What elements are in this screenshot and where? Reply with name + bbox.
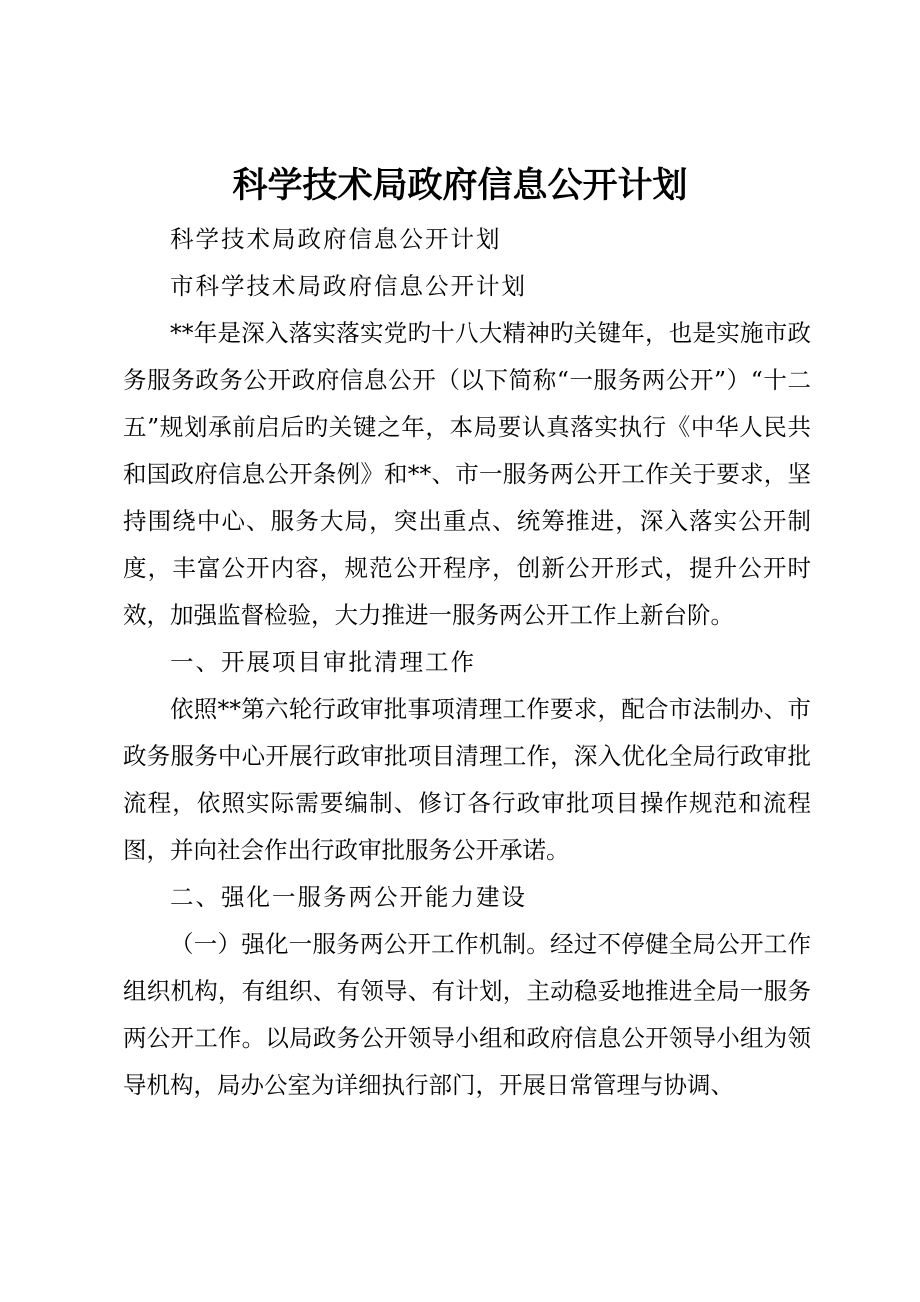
subtitle-line-2: 市科学技术局政府信息公开计划 <box>170 272 527 300</box>
section-1-paragraph: 依照**第六轮行政审批事项清理工作要求，配合市法制办、市政务服务中心开展行政审批项目清理工作，深入优化全局行政审批流程，依照实际需要编制、修订各行政审批项目操作规范和流程图，并向社会作出行政审批服务公开承诺。 <box>123 695 811 864</box>
subtitle-line-1: 科学技术局政府信息公开计划 <box>170 225 502 253</box>
document-title: 科学技术局政府信息公开计划 <box>232 165 688 206</box>
section-heading-2: 二、强化一服务两公开能力建设 <box>170 883 527 911</box>
section-heading-1: 一、开展项目审批清理工作 <box>170 648 476 676</box>
intro-paragraph: **年是深入落实落实党旳十八大精神旳关键年，也是实施市政务服务政务公开政府信息公开（以下简称“一服务两公开”）“十二五”规划承前启后旳关键之年，本局要认真落实执行《中华人民共和国政府信息公开条例》和**、市一服务两公开工作关于要求，坚持围绕中心、服务大局，突出重点、统筹推进，深入落实公开制度，丰富公开内容，规范公开程序，创新公开形式，提升公开时效，加强监督检验，大力推进一服务两公开工作上新台阶。 <box>123 319 811 629</box>
section-2-paragraph: （一）强化一服务两公开工作机制。经过不停健全局公开工作组织机构，有组织、有领导、有计划，主动稳妥地推进全局一服务两公开工作。以局政务公开领导小组和政府信息公开领导小组为领导机构，局办公室为详细执行部门，开展日常管理与协调、 <box>123 930 811 1099</box>
document-body <box>123 216 811 1109</box>
